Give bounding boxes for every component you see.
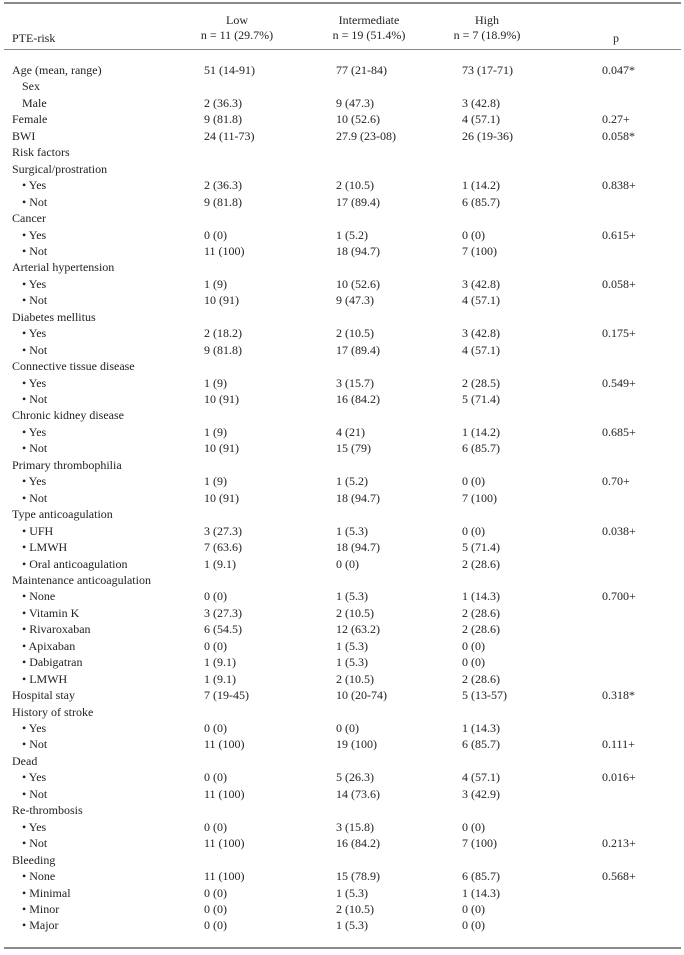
row-label: Dead — [12, 754, 38, 768]
cell-low: 1 (9) — [204, 277, 227, 291]
cell-intermediate: 12 (63.2) — [336, 622, 380, 636]
row-label: • Vitamin K — [22, 606, 80, 620]
cell-high: 0 (0) — [462, 639, 485, 653]
cell-p-value: 0.27+ — [602, 112, 630, 126]
row-label: Cancer — [12, 211, 46, 225]
cell-low: 1 (9) — [204, 376, 227, 390]
cell-intermediate: 27.9 (23-08) — [336, 129, 396, 143]
cell-high: 0 (0) — [462, 228, 485, 242]
row-label: • Not — [22, 392, 48, 406]
row-label: • Yes — [22, 770, 47, 784]
row-label: Arterial hypertension — [12, 260, 115, 274]
cell-p-value: 0.70+ — [602, 474, 630, 488]
header-label-col: PTE-risk — [12, 31, 56, 45]
cell-high: 73 (17-71) — [462, 63, 513, 77]
cell-low: 0 (0) — [204, 918, 227, 932]
cell-intermediate: 5 (26.3) — [336, 770, 374, 784]
cell-high: 0 (0) — [462, 474, 485, 488]
cell-intermediate: 16 (84.2) — [336, 392, 380, 406]
cell-high: 0 (0) — [462, 902, 485, 916]
cell-intermediate: 18 (94.7) — [336, 244, 380, 258]
cell-high: 26 (19-36) — [462, 129, 513, 143]
row-label: Maintenance anticoagulation — [12, 573, 151, 587]
cell-intermediate: 4 (21) — [336, 425, 365, 439]
cell-low: 1 (9.1) — [204, 655, 236, 669]
row-label: • None — [22, 589, 56, 603]
row-label: • Dabigatran — [22, 655, 83, 669]
cell-intermediate: 1 (5.3) — [336, 655, 368, 669]
cell-intermediate: 10 (20-74) — [336, 688, 387, 702]
row-label: • Oral anticoagulation — [22, 557, 128, 571]
top-rule — [4, 2, 681, 4]
cell-intermediate: 1 (5.3) — [336, 639, 368, 653]
cell-p-value: 0.016+ — [602, 770, 636, 784]
cell-low: 11 (100) — [204, 836, 245, 850]
cell-low: 51 (14-91) — [204, 63, 255, 77]
row-label: • LMWH — [22, 672, 68, 686]
cell-low: 1 (9) — [204, 425, 227, 439]
row-label: BWI — [12, 129, 36, 143]
row-label: • Not — [22, 441, 48, 455]
cell-p-value: 0.175+ — [602, 326, 636, 340]
cell-intermediate: 77 (21-84) — [336, 63, 387, 77]
cell-high: 6 (85.7) — [462, 737, 500, 751]
row-label: • Not — [22, 244, 48, 258]
header-low-name: Low — [226, 13, 248, 27]
cell-high: 0 (0) — [462, 655, 485, 669]
cell-low: 9 (81.8) — [204, 195, 242, 209]
row-label: • Not — [22, 491, 48, 505]
cell-intermediate: 19 (100) — [336, 737, 377, 751]
row-label: Chronic kidney disease — [12, 408, 124, 422]
cell-high: 7 (100) — [462, 491, 497, 505]
cell-high: 1 (14.3) — [462, 589, 500, 603]
cell-intermediate: 10 (52.6) — [336, 277, 380, 291]
cell-high: 1 (14.3) — [462, 886, 500, 900]
cell-low: 11 (100) — [204, 869, 245, 883]
cell-high: 3 (42.9) — [462, 787, 500, 801]
cell-high: 6 (85.7) — [462, 441, 500, 455]
row-label: Diabetes mellitus — [12, 310, 96, 324]
cell-intermediate: 1 (5.3) — [336, 524, 368, 538]
row-label: • Yes — [22, 474, 47, 488]
cell-intermediate: 2 (10.5) — [336, 606, 374, 620]
cell-low: 10 (91) — [204, 392, 239, 406]
header-high-name: High — [475, 13, 499, 27]
cell-high: 6 (85.7) — [462, 869, 500, 883]
cell-intermediate: 18 (94.7) — [336, 540, 380, 554]
cell-intermediate: 0 (0) — [336, 557, 359, 571]
header-intermediate-n: n = 19 (51.4%) — [332, 28, 406, 42]
cell-intermediate: 0 (0) — [336, 721, 359, 735]
cell-low: 0 (0) — [204, 820, 227, 834]
cell-high: 2 (28.6) — [462, 606, 500, 620]
row-label: Re-thrombosis — [12, 803, 83, 817]
cell-low: 11 (100) — [204, 737, 245, 751]
header-low-n: n = 11 (29.7%) — [200, 28, 274, 42]
cell-intermediate: 9 (47.3) — [336, 96, 374, 110]
cell-low: 7 (63.6) — [204, 540, 242, 554]
row-label: • Yes — [22, 721, 47, 735]
cell-high: 1 (14.2) — [462, 425, 500, 439]
cell-intermediate: 3 (15.7) — [336, 376, 374, 390]
cell-high: 1 (14.3) — [462, 721, 500, 735]
cell-intermediate: 15 (78.9) — [336, 869, 380, 883]
cell-intermediate: 3 (15.8) — [336, 820, 374, 834]
cell-intermediate: 18 (94.7) — [336, 491, 380, 505]
row-label: • Yes — [22, 425, 47, 439]
row-label: • Minimal — [22, 886, 71, 900]
row-label: Age (mean, range) — [12, 63, 102, 77]
bottom-rule — [4, 947, 681, 949]
cell-high: 4 (57.1) — [462, 770, 500, 784]
row-label: Surgical/prostration — [12, 162, 108, 176]
cell-p-value: 0.058* — [602, 129, 635, 143]
row-label: • Rivaroxaban — [22, 622, 91, 636]
cell-intermediate: 2 (10.5) — [336, 326, 374, 340]
cell-high: 6 (85.7) — [462, 195, 500, 209]
cell-low: 0 (0) — [204, 228, 227, 242]
header-intermediate-name: Intermediate — [338, 13, 400, 27]
cell-intermediate: 1 (5.3) — [336, 589, 368, 603]
cell-intermediate: 17 (89.4) — [336, 343, 380, 357]
cell-low: 9 (81.8) — [204, 112, 242, 126]
cell-intermediate: 1 (5.2) — [336, 474, 368, 488]
cell-high: 7 (100) — [462, 836, 497, 850]
cell-low: 7 (19-45) — [204, 688, 249, 702]
cell-low: 24 (11-73) — [204, 129, 255, 143]
header-p-col: p — [613, 31, 619, 45]
cell-p-value: 0.700+ — [602, 589, 636, 603]
row-label: Primary thrombophilia — [12, 458, 122, 472]
row-label: • Not — [22, 836, 48, 850]
cell-p-value: 0.058+ — [602, 277, 636, 291]
row-label: Male — [22, 96, 47, 110]
row-label: • UFH — [22, 524, 54, 538]
cell-low: 1 (9.1) — [204, 672, 236, 686]
row-label: • Yes — [22, 277, 47, 291]
cell-p-value: 0.549+ — [602, 376, 636, 390]
cell-low: 11 (100) — [204, 244, 245, 258]
cell-high: 3 (42.8) — [462, 277, 500, 291]
cell-low: 10 (91) — [204, 491, 239, 505]
row-label: • Yes — [22, 178, 47, 192]
cell-high: 5 (71.4) — [462, 540, 500, 554]
cell-intermediate: 2 (10.5) — [336, 672, 374, 686]
row-label: • Major — [22, 918, 59, 932]
row-label: Connective tissue disease — [12, 359, 135, 373]
cell-low: 2 (36.3) — [204, 96, 242, 110]
cell-high: 5 (13-57) — [462, 688, 507, 702]
cell-p-value: 0.038+ — [602, 524, 636, 538]
cell-intermediate: 10 (52.6) — [336, 112, 380, 126]
row-label: • Apixaban — [22, 639, 76, 653]
row-label: • Not — [22, 195, 48, 209]
row-label: • Yes — [22, 376, 47, 390]
row-label: Type anticoagulation — [12, 507, 113, 521]
cell-high: 3 (42.8) — [462, 96, 500, 110]
cell-p-value: 0.111+ — [602, 737, 635, 751]
cell-intermediate: 1 (5.3) — [336, 886, 368, 900]
cell-high: 4 (57.1) — [462, 343, 500, 357]
cell-high: 3 (42.8) — [462, 326, 500, 340]
cell-low: 10 (91) — [204, 441, 239, 455]
cell-low: 2 (36.3) — [204, 178, 242, 192]
cell-low: 9 (81.8) — [204, 343, 242, 357]
row-label: Bleeding — [12, 853, 56, 867]
cell-high: 0 (0) — [462, 524, 485, 538]
cell-intermediate: 15 (79) — [336, 441, 371, 455]
cell-low: 0 (0) — [204, 886, 227, 900]
cell-low: 3 (27.3) — [204, 606, 242, 620]
cell-p-value: 0.047* — [602, 63, 635, 77]
header-high-n: n = 7 (18.9%) — [453, 28, 521, 42]
cell-p-value: 0.318* — [602, 688, 635, 702]
cell-high: 4 (57.1) — [462, 112, 500, 126]
cell-high: 2 (28.6) — [462, 672, 500, 686]
row-label: • Yes — [22, 820, 47, 834]
row-label: • None — [22, 869, 56, 883]
cell-high: 0 (0) — [462, 918, 485, 932]
cell-intermediate: 1 (5.3) — [336, 918, 368, 932]
cell-low: 0 (0) — [204, 639, 227, 653]
row-label: • Not — [22, 343, 48, 357]
cell-low: 1 (9) — [204, 474, 227, 488]
row-label: • Yes — [22, 228, 47, 242]
row-label: • Not — [22, 293, 48, 307]
cell-high: 2 (28.6) — [462, 622, 500, 636]
cell-low: 0 (0) — [204, 770, 227, 784]
cell-low: 1 (9.1) — [204, 557, 236, 571]
row-label: Female — [12, 112, 48, 126]
cell-intermediate: 17 (89.4) — [336, 195, 380, 209]
header-rule — [4, 49, 681, 50]
cell-high: 1 (14.2) — [462, 178, 500, 192]
cell-low: 3 (27.3) — [204, 524, 242, 538]
cell-low: 10 (91) — [204, 293, 239, 307]
cell-p-value: 0.685+ — [602, 425, 636, 439]
cell-p-value: 0.838+ — [602, 178, 636, 192]
cell-low: 0 (0) — [204, 589, 227, 603]
cell-p-value: 0.568+ — [602, 869, 636, 883]
cell-intermediate: 2 (10.5) — [336, 178, 374, 192]
cell-high: 2 (28.5) — [462, 376, 500, 390]
row-label: • Not — [22, 737, 48, 751]
row-label: Hospital stay — [12, 688, 75, 702]
cell-high: 4 (57.1) — [462, 293, 500, 307]
row-label: • Minor — [22, 902, 60, 916]
cell-low: 6 (54.5) — [204, 622, 242, 636]
cell-intermediate: 14 (73.6) — [336, 787, 380, 801]
row-label: • LMWH — [22, 540, 68, 554]
row-label: • Yes — [22, 326, 47, 340]
cell-p-value: 0.213+ — [602, 836, 636, 850]
cell-p-value: 0.615+ — [602, 228, 636, 242]
cell-high: 5 (71.4) — [462, 392, 500, 406]
cell-intermediate: 2 (10.5) — [336, 902, 374, 916]
cell-intermediate: 9 (47.3) — [336, 293, 374, 307]
cell-intermediate: 16 (84.2) — [336, 836, 380, 850]
row-label: Sex — [22, 79, 40, 93]
cell-low: 2 (18.2) — [204, 326, 242, 340]
row-label: • Not — [22, 787, 48, 801]
cell-high: 2 (28.6) — [462, 557, 500, 571]
row-label: Risk factors — [12, 145, 70, 159]
row-label: History of stroke — [12, 705, 94, 719]
cell-low: 0 (0) — [204, 902, 227, 916]
cell-intermediate: 1 (5.2) — [336, 228, 368, 242]
cell-high: 7 (100) — [462, 244, 497, 258]
cell-low: 11 (100) — [204, 787, 245, 801]
cell-low: 0 (0) — [204, 721, 227, 735]
cell-high: 0 (0) — [462, 820, 485, 834]
